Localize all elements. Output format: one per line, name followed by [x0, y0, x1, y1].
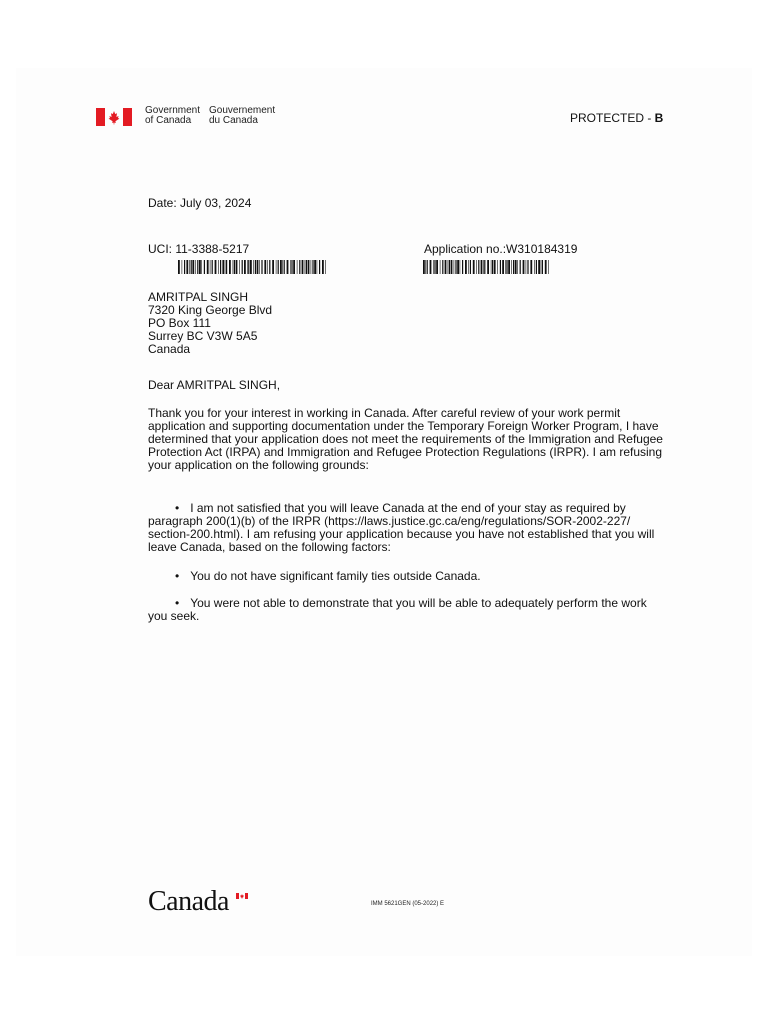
salutation: Dear AMRITPAL SINGH,	[148, 378, 281, 392]
bullet-icon: •	[175, 596, 180, 610]
letter-date: Date: July 03, 2024	[148, 196, 252, 210]
address-line: 7320 King George Blvd	[148, 303, 273, 317]
government-of-canada-en: Government of Canada	[145, 105, 201, 126]
canada-wordmark: Canada	[148, 886, 229, 917]
uci-number: UCI: 11-3388-5217	[148, 242, 250, 256]
address-line: Canada	[148, 342, 191, 356]
recipient-address	[148, 291, 272, 356]
refusal-factor: • You do not have significant family ties outside Canada.	[175, 569, 481, 583]
application-barcode	[423, 260, 549, 274]
address-line: AMRITPAL SINGH	[148, 290, 249, 304]
address-line: PO Box 111	[148, 316, 211, 330]
intro-paragraph: Thank you for your interest in working in Canada. After careful review of your work permit application and supporting documentation under the Temporary Foreign Worker Program, I have determined that your application does not meet the requirements of the Immigration and Refugee Protection Act (IRPA) and Immigration and Refugee Protection Regulations (IRPR). I am refusing your application on the following grounds:	[148, 406, 663, 472]
bullet-icon: •	[175, 569, 180, 583]
canada-flag-icon	[96, 108, 132, 126]
wordmark-flag-icon	[236, 893, 248, 899]
bullet-icon: •	[175, 501, 180, 515]
protected-classification: PROTECTED - B	[570, 111, 664, 125]
refusal-ground: • I am not satisfied that you will leave Canada at the end of your stay as required by paragraph 200(1)(b) of the IRPR (https://laws.justice.gc.ca/eng/regulations/SOR-2002-227/ section-200.html). I am refusing your application because you have not established that you will leave Canada, based on the following factors:	[148, 501, 655, 554]
uci-barcode	[178, 260, 326, 274]
refusal-factor: • You were not able to demonstrate that you will be able to adequately perform the work you seek.	[148, 596, 647, 623]
address-line: Surrey BC V3W 5A5	[148, 329, 258, 343]
gouvernement-du-canada-fr: Gouvernement du Canada	[209, 105, 276, 126]
form-code: IMM 5621GEN (05-2022) E	[371, 901, 445, 907]
application-number: Application no.:W310184319	[424, 242, 578, 256]
